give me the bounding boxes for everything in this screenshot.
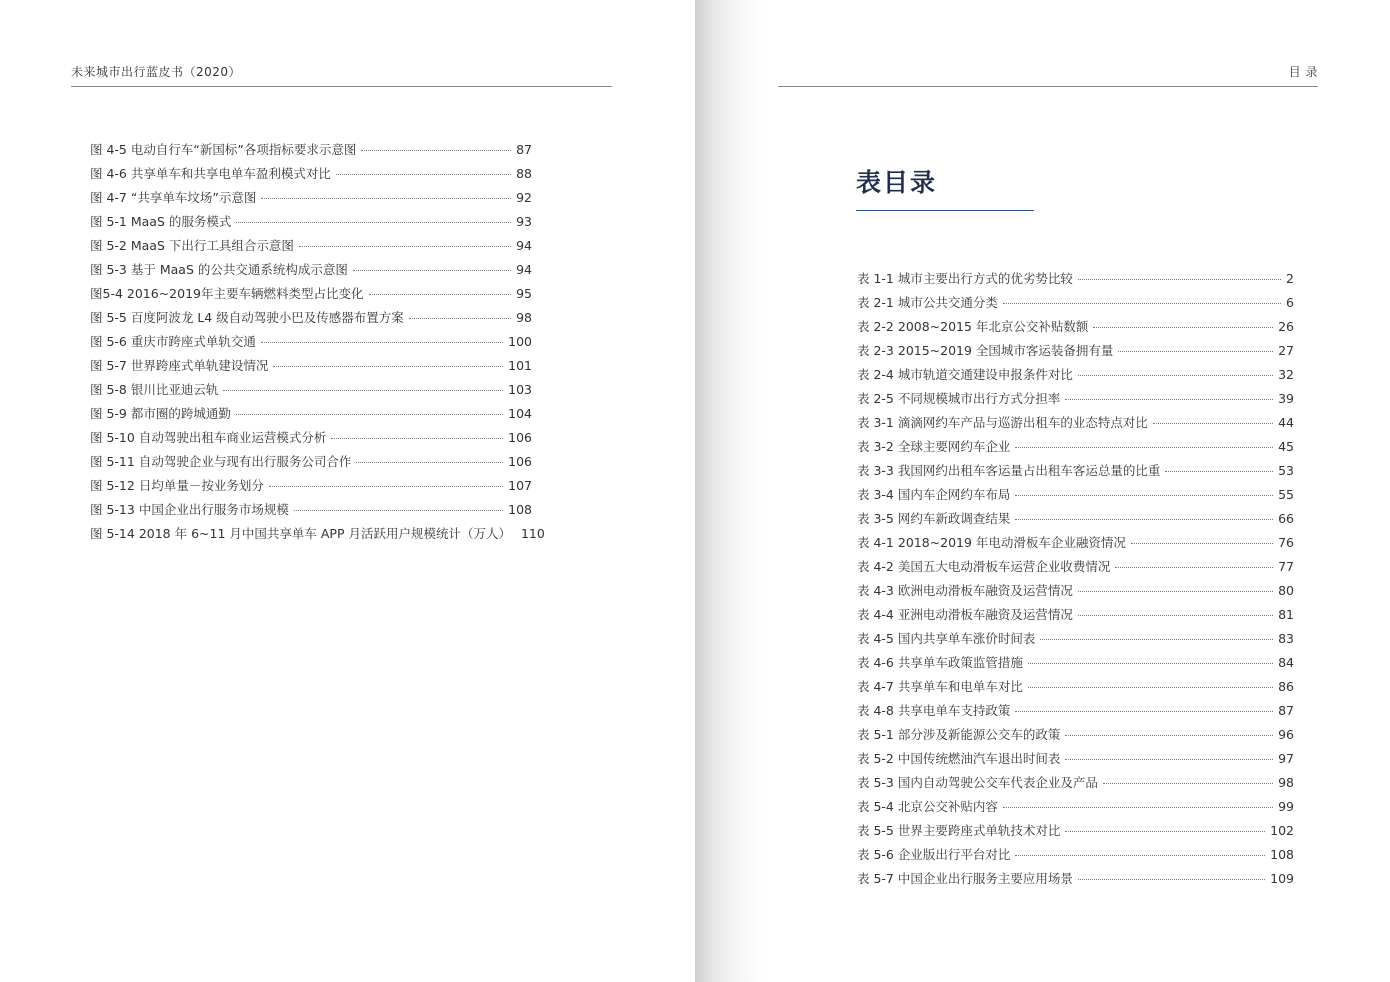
entry-page-number: 80 [1278,583,1294,598]
dot-leader [1131,542,1273,544]
table-entry[interactable] [857,701,1294,725]
dot-leader [1153,422,1273,424]
entry-label: 表 5-3 国内自动驾驶公交车代表企业及产品 [857,775,1098,790]
entry-page-number: 39 [1278,391,1294,406]
entry-label: 表 4-3 欧洲电动滑板车融资及运营情况 [857,583,1073,598]
dot-leader [1015,446,1273,448]
figure-entry[interactable] [90,164,532,188]
entry-label: 表 1-1 城市主要出行方式的优劣势比较 [857,271,1073,286]
dot-leader [409,317,511,319]
entry-page-number: 44 [1278,415,1294,430]
dot-leader [1078,878,1265,880]
dot-leader [1015,518,1273,520]
entry-label: 表 4-6 共享单车政策监管措施 [857,655,1023,670]
entry-page-number: 83 [1278,631,1294,646]
entry-page-number: 84 [1278,655,1294,670]
entry-page-number: 108 [508,502,532,517]
dot-leader [1078,374,1273,376]
table-entry[interactable] [857,461,1294,485]
table-entry[interactable] [857,773,1294,797]
entry-label: 表 5-2 中国传统燃油汽车退出时间表 [857,751,1061,766]
right-page [695,0,1390,982]
entry-label: 图 5-11 自动驾驶企业与现有出行服务公司合作 [90,454,352,469]
entry-page-number: 99 [1278,799,1294,814]
entry-page-number: 100 [508,334,532,349]
entry-label: 图 4-5 电动自行车“新国标”各项指标要求示意图 [90,142,357,157]
dot-leader [1078,614,1273,616]
dot-leader [1165,470,1273,472]
table-entry[interactable] [857,485,1294,509]
entry-label: 图 5-7 世界跨座式单轨建设情况 [90,358,269,373]
figure-entry[interactable] [90,356,532,380]
entry-page-number: 76 [1278,535,1294,550]
entry-label: 表 5-5 世界主要跨座式单轨技术对比 [857,823,1061,838]
dot-leader [236,221,511,223]
figure-entry[interactable] [90,140,532,164]
figure-entry[interactable] [90,380,532,404]
entry-page-number: 26 [1278,319,1294,334]
header-rule-right [778,86,1318,87]
entry-label: 图 5-1 MaaS 的服务模式 [90,214,232,229]
table-entry[interactable] [857,869,1294,893]
table-entry[interactable] [857,509,1294,533]
dot-leader [261,341,503,343]
entry-label: 图 4-7 “共享单车坟场”示意图 [90,190,257,205]
dot-leader [1115,566,1273,568]
entry-page-number: 6 [1286,295,1294,310]
figure-entry[interactable] [90,188,532,212]
dot-leader [1118,350,1273,352]
entry-page-number: 53 [1278,463,1294,478]
dot-leader [361,149,511,151]
entry-label: 表 2-5 不同规模城市出行方式分担率 [857,391,1061,406]
table-entry[interactable] [857,365,1294,389]
dot-leader [1065,830,1265,832]
running-head-left: 未来城市出行蓝皮书（2020） [71,65,242,79]
entry-label: 图 5-10 自动驾驶出租车商业运营模式分析 [90,430,327,445]
figure-entry[interactable] [90,284,532,308]
entry-label: 图 5-9 都市圈的跨城通勤 [90,406,231,421]
entry-label: 表 2-3 2015~2019 全国城市客运装备拥有量 [857,343,1114,358]
dot-leader [369,293,512,295]
section-title-underline [856,210,1034,211]
table-entry[interactable] [857,677,1294,701]
entry-label: 表 5-6 企业版出行平台对比 [857,847,1011,862]
entry-label: 图 5-2 MaaS 下出行工具组合示意图 [90,238,294,253]
entry-page-number: 110 [520,526,545,541]
dot-leader [1015,710,1273,712]
figure-entry[interactable] [90,236,532,260]
figure-entry[interactable] [90,524,545,548]
entry-label: 表 4-1 2018~2019 年电动滑板车企业融资情况 [857,535,1126,550]
entry-label: 表 5-4 北京公交补贴内容 [857,799,998,814]
dot-leader [1078,278,1281,280]
dot-leader [1028,662,1273,664]
table-entry[interactable] [857,293,1294,317]
entry-label: 图 5-12 日均单量－按业务划分 [90,478,264,493]
dot-leader [353,269,511,271]
dot-leader [1028,686,1273,688]
entry-page-number: 92 [516,190,532,205]
entry-label: 表 4-2 美国五大电动滑板车运营企业收费情况 [857,559,1111,574]
dot-leader [223,389,503,391]
entry-label: 表 5-7 中国企业出行服务主要应用场景 [857,871,1073,886]
table-entry[interactable] [857,653,1294,677]
dot-leader [336,173,511,175]
section-title: 表目录 [856,168,938,197]
figure-entry[interactable] [90,500,532,524]
figure-entry[interactable] [90,404,532,428]
table-entry[interactable] [857,845,1294,869]
running-head-right: 目 录 [1288,65,1318,79]
dot-leader [1015,494,1273,496]
table-entry[interactable] [857,821,1294,845]
entry-page-number: 55 [1278,487,1294,502]
entry-page-number: 87 [516,142,532,157]
table-entry[interactable] [857,581,1294,605]
entry-label: 图 5-14 2018 年 6~11 月中国共享单车 APP 月活跃用户规模统计（万人） [90,526,511,541]
dot-leader [1078,590,1273,592]
dot-leader [1065,398,1273,400]
entry-page-number: 106 [508,430,532,445]
entry-label: 图 4-6 共享单车和共享电单车盈利模式对比 [90,166,331,181]
dot-leader [1093,326,1273,328]
dot-leader [1003,302,1281,304]
table-entry[interactable] [857,605,1294,629]
table-entry[interactable] [857,269,1294,293]
table-list [857,269,1294,893]
entry-label: 表 3-2 全球主要网约车企业 [857,439,1011,454]
entry-page-number: 106 [508,454,532,469]
entry-page-number: 88 [516,166,532,181]
entry-label: 表 3-1 滴滴网约车产品与巡游出租车的业态特点对比 [857,415,1148,430]
table-entry[interactable] [857,629,1294,653]
entry-page-number: 86 [1278,679,1294,694]
entry-page-number: 104 [508,406,532,421]
dot-leader [331,437,503,439]
figure-entry[interactable] [90,452,532,476]
entry-label: 图 5-8 银川比亚迪云轨 [90,382,219,397]
table-entry[interactable] [857,797,1294,821]
entry-page-number: 97 [1278,751,1294,766]
entry-label: 表 2-1 城市公共交通分类 [857,295,998,310]
entry-label: 表 3-3 我国网约出租车客运量占出租车客运总量的比重 [857,463,1161,478]
entry-label: 表 5-1 部分涉及新能源公交车的政策 [857,727,1061,742]
entry-label: 图 5-13 中国企业出行服务市场规模 [90,502,289,517]
entry-page-number: 95 [516,286,532,301]
entry-label: 表 4-8 共享电单车支持政策 [857,703,1011,718]
figure-entry[interactable] [90,476,532,500]
header-rule-left [71,86,612,87]
entry-page-number: 77 [1278,559,1294,574]
entry-page-number: 98 [1278,775,1294,790]
table-entry[interactable] [857,317,1294,341]
entry-page-number: 101 [508,358,532,373]
figure-entry[interactable] [90,212,532,236]
dot-leader [1065,734,1273,736]
entry-label: 表 2-2 2008~2015 年北京公交补贴数额 [857,319,1089,334]
figure-entry[interactable] [90,308,532,332]
entry-page-number: 45 [1278,439,1294,454]
entry-label: 表 2-4 城市轨道交通建设申报条件对比 [857,367,1073,382]
table-entry[interactable] [857,341,1294,365]
entry-label: 图 5-3 基于 MaaS 的公共交通系统构成示意图 [90,262,348,277]
entry-page-number: 107 [508,478,532,493]
table-entry[interactable] [857,557,1294,581]
entry-page-number: 81 [1278,607,1294,622]
entry-page-number: 93 [516,214,532,229]
table-entry[interactable] [857,413,1294,437]
dot-leader [1003,806,1273,808]
entry-label: 表 4-5 国内共享单车涨价时间表 [857,631,1036,646]
entry-page-number: 103 [508,382,532,397]
dot-leader [261,197,511,199]
dot-leader [294,509,503,511]
entry-page-number: 98 [516,310,532,325]
entry-page-number: 87 [1278,703,1294,718]
entry-page-number: 109 [1270,871,1294,886]
table-entry[interactable] [857,437,1294,461]
entry-page-number: 66 [1278,511,1294,526]
entry-page-number: 27 [1278,343,1294,358]
dot-leader [1065,758,1273,760]
entry-label: 图5-4 2016~2019年主要车辆燃料类型占比变化 [90,286,364,301]
entry-label: 表 4-4 亚洲电动滑板车融资及运营情况 [857,607,1073,622]
dot-leader [356,461,503,463]
entry-page-number: 32 [1278,367,1294,382]
entry-label: 表 3-5 网约车新政调查结果 [857,511,1011,526]
entry-page-number: 94 [516,262,532,277]
entry-label: 图 5-5 百度阿波龙 L4 级自动驾驶小巴及传感器布置方案 [90,310,404,325]
entry-page-number: 94 [516,238,532,253]
table-entry[interactable] [857,725,1294,749]
entry-label: 表 3-4 国内车企网约车布局 [857,487,1011,502]
table-entry[interactable] [857,749,1294,773]
entry-label: 表 4-7 共享单车和电单车对比 [857,679,1023,694]
figure-entry[interactable] [90,332,532,356]
dot-leader [299,245,511,247]
dot-leader [1040,638,1273,640]
figure-list [90,140,545,548]
entry-label: 图 5-6 重庆市跨座式单轨交通 [90,334,256,349]
dot-leader [236,413,503,415]
table-entry[interactable] [857,389,1294,413]
entry-page-number: 96 [1278,727,1294,742]
figure-entry[interactable] [90,260,532,284]
entry-page-number: 108 [1270,847,1294,862]
entry-page-number: 102 [1270,823,1294,838]
table-entry[interactable] [857,533,1294,557]
dot-leader [273,365,503,367]
dot-leader [1103,782,1273,784]
dot-leader [269,485,503,487]
dot-leader [1015,854,1265,856]
figure-entry[interactable] [90,428,532,452]
entry-page-number: 2 [1286,271,1294,286]
